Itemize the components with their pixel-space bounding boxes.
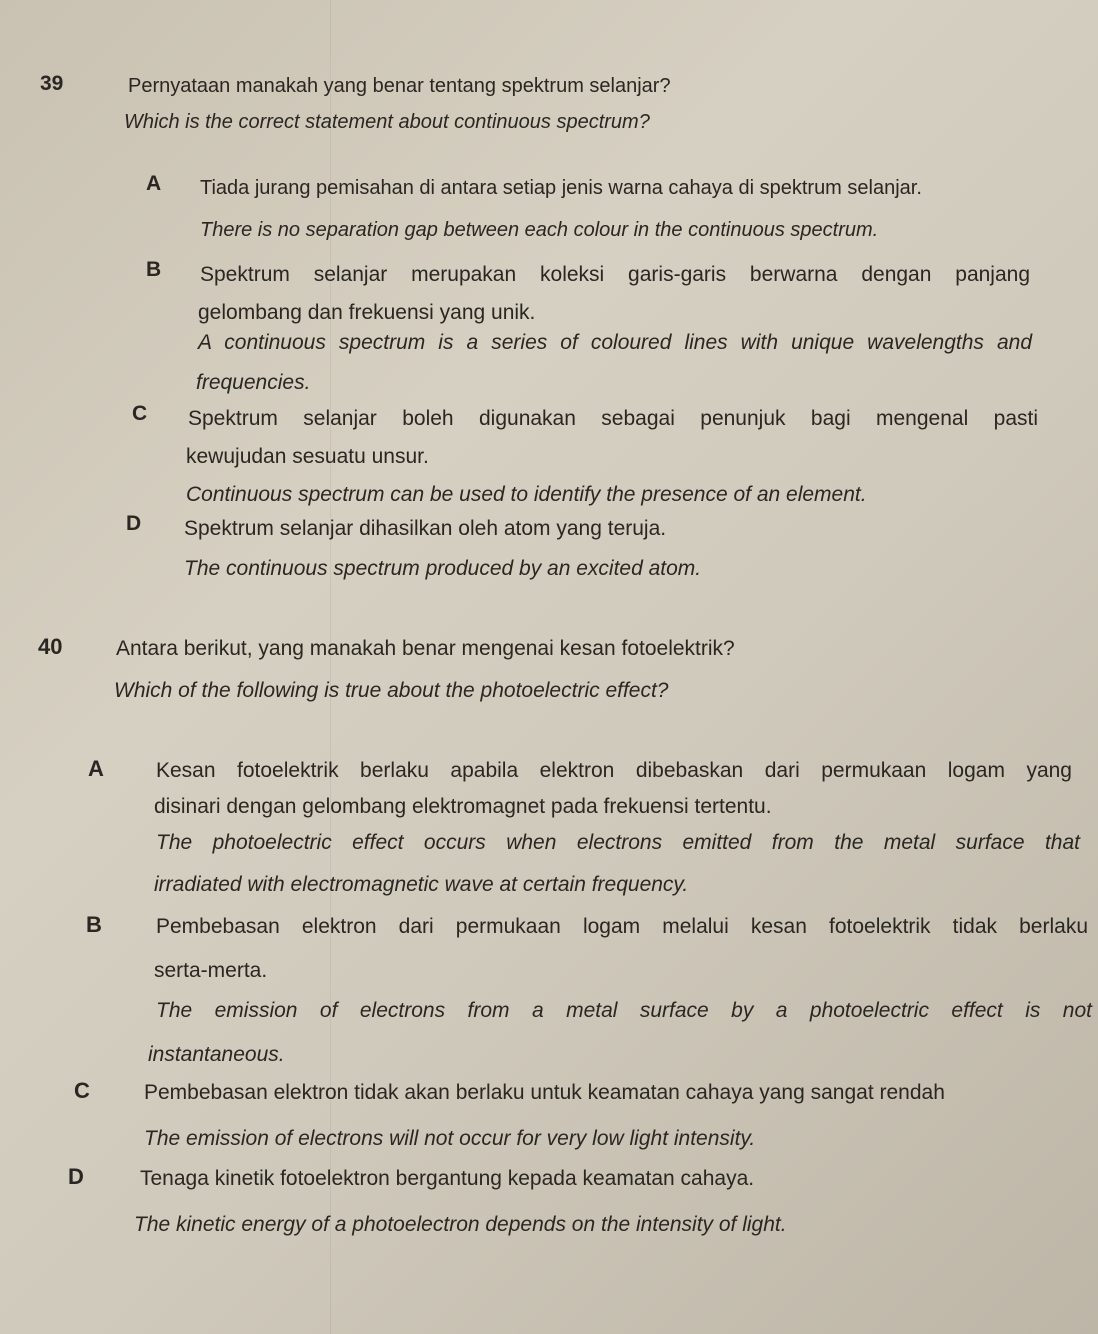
q39-option-b-ms-line2: gelombang dan frekuensi yang unik.	[198, 301, 536, 324]
question-39-stem-en: Which is the correct statement about continuous spectrum?	[124, 111, 650, 133]
q40-option-d-en-line1: The kinetic energy of a photoelectron depends on the intensity of light.	[134, 1213, 787, 1236]
q39-option-b-letter: B	[146, 258, 162, 281]
question-39-number: 39	[40, 72, 64, 95]
q40-option-c-letter: C	[74, 1078, 90, 1103]
q40-option-b-en-line1: The emission of electrons from a metal surface by a photoelectric effect is not	[156, 999, 1092, 1022]
question-40-number: 40	[38, 634, 63, 659]
q39-option-b-en-line2: frequencies.	[196, 371, 311, 394]
q39-option-b-ms-line1: Spektrum selanjar merupakan koleksi garis-garis berwarna dengan panjang	[200, 263, 1030, 286]
q39-option-a-ms-line1: Tiada jurang pemisahan di antara setiap jenis warna cahaya di spektrum selanjar.	[200, 177, 922, 199]
q40-option-a-letter: A	[88, 756, 104, 781]
question-39-stem-ms: Pernyataan manakah yang benar tentang spektrum selanjar?	[128, 75, 671, 97]
q39-option-b-en-line1: A continuous spectrum is a series of coloured lines with unique wavelengths and	[198, 331, 1032, 354]
q40-option-d-ms-line1: Tenaga kinetik fotoelektron bergantung kepada keamatan cahaya.	[140, 1167, 755, 1190]
q40-option-a-ms-line1: Kesan fotoelektrik berlaku apabila elektron dibebaskan dari permukaan logam yang	[156, 759, 1072, 782]
q40-option-a-ms-line2: disinari dengan gelombang elektromagnet pada frekuensi tertentu.	[154, 795, 772, 818]
q40-option-c-en-line1: The emission of electrons will not occur for very low light intensity.	[144, 1127, 756, 1150]
q39-option-d-ms-line1: Spektrum selanjar dihasilkan oleh atom yang teruja.	[184, 517, 667, 540]
q40-option-b-en-line2: instantaneous.	[148, 1043, 285, 1066]
q39-option-a-en-line1: There is no separation gap between each colour in the continuous spectrum.	[200, 219, 879, 241]
q40-option-b-letter: B	[86, 912, 102, 937]
q40-option-b-ms-line1: Pembebasan elektron dari permukaan logam melalui kesan fotoelektrik tidak berlaku	[156, 915, 1088, 938]
question-40-stem-ms: Antara berikut, yang manakah benar mengenai kesan fotoelektrik?	[116, 637, 735, 660]
q39-option-d-letter: D	[126, 512, 142, 535]
q39-option-c-en-line1: Continuous spectrum can be used to identify the presence of an element.	[186, 483, 867, 506]
q39-option-a-letter: A	[146, 172, 162, 195]
q39-option-c-letter: C	[132, 402, 148, 425]
q39-option-c-ms-line1: Spektrum selanjar boleh digunakan sebagai penunjuk bagi mengenal pasti	[188, 407, 1038, 430]
q40-option-d-letter: D	[68, 1164, 84, 1189]
q40-option-a-en-line1: The photoelectric effect occurs when electrons emitted from the metal surface that	[156, 831, 1080, 854]
q39-option-d-en-line1: The continuous spectrum produced by an excited atom.	[184, 557, 702, 580]
q39-option-c-ms-line2: kewujudan sesuatu unsur.	[186, 445, 429, 468]
question-40-stem-en: Which of the following is true about the photoelectric effect?	[114, 679, 669, 702]
q40-option-c-ms-line1: Pembebasan elektron tidak akan berlaku untuk keamatan cahaya yang sangat rendah	[144, 1081, 945, 1104]
q40-option-b-ms-line2: serta-merta.	[154, 959, 268, 982]
q40-option-a-en-line2: irradiated with electromagnetic wave at certain frequency.	[154, 873, 689, 896]
